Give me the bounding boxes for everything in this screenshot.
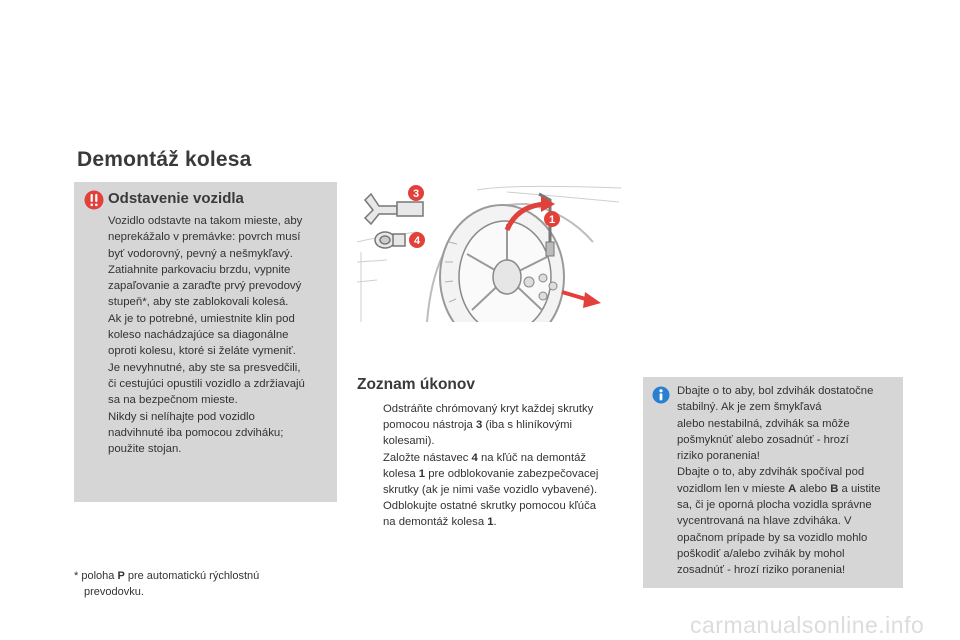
step-text: Odblokujte ostatné skrutky pomocou kľúča na demontáž kolesa 1. (383, 500, 597, 529)
label-4: 4 (413, 235, 421, 247)
wheel-removal-illustration (357, 182, 621, 322)
warning-box (74, 182, 337, 502)
steps-list (364, 401, 624, 531)
warning-text: Vozidlo odstavte na takom mieste, aby neprekážalo v premávke: povrch musí byť vodorovný, pevný a nešmykľavý. Zatiahnite parkovaciu brzdu, vypnite zapaľovanie a zaraďte prvý prevodový stupeň*, aby ste zablokovali kolesá. Ak je to potrebné, umiestnite klin pod koleso nachádzajúce sa diagonálne oproti kolesu, ktoré si želáte vymeniť. Je nevyhnutné, aby ste sa presvedčili, či cestujúci opustili vozidlo a zdržiavajú sa na bezpečnom mieste. Nikdy si nelíhajte pod vozidlo nadvihnuté iba pomocou zdviháku; použite stojan. (108, 215, 305, 456)
watermark: carmanualsonline.info (690, 612, 925, 638)
list-item (364, 498, 624, 530)
step-text: Založte nástavec 4 na kľúč na demontáž kolesa 1 pre odblokovanie zabezpečovacej skrutky (ak je nimi vaše vozidlo vybavené). (383, 451, 599, 497)
warning-exclamation-icon (84, 190, 104, 210)
info-text: Dbajte o to aby, bol zdvihák dostatočne stabilný. Ak je zem šmykľavá alebo nestabilná, zdvihák sa môže pošmyknúť alebo zosadnúť - hrozí riziko poranenia! Dbajte o to, aby zdvihák spočíval pod vozidlom len v mieste A alebo B a uistite sa, či je oporná plocha vozidla správne vycentrovaná na hlave zdviháka. V opačnom prípade by sa vozidlo mohlo poškodiť a/alebo zvihák by mohol zosadnúť - hrozí riziko poranenia! (677, 385, 881, 577)
info-box (643, 377, 903, 588)
footnote: * poloha P pre automatickú rýchlostnú prevodovku. (74, 570, 260, 598)
page-title: Demontáž kolesa (77, 148, 252, 171)
step-text: Odstráňte chrómovaný kryt každej skrutky pomocou nástroja 3 (iba s hliníkovými kolesami). (383, 403, 594, 448)
label-3: 3 (412, 188, 420, 200)
label-1: 1 (548, 214, 556, 226)
list-item (364, 401, 624, 450)
steps-title: Zoznam úkonov (357, 376, 475, 393)
list-item (364, 450, 624, 499)
info-icon (652, 386, 670, 404)
warning-title: Odstavenie vozidla (108, 190, 244, 207)
